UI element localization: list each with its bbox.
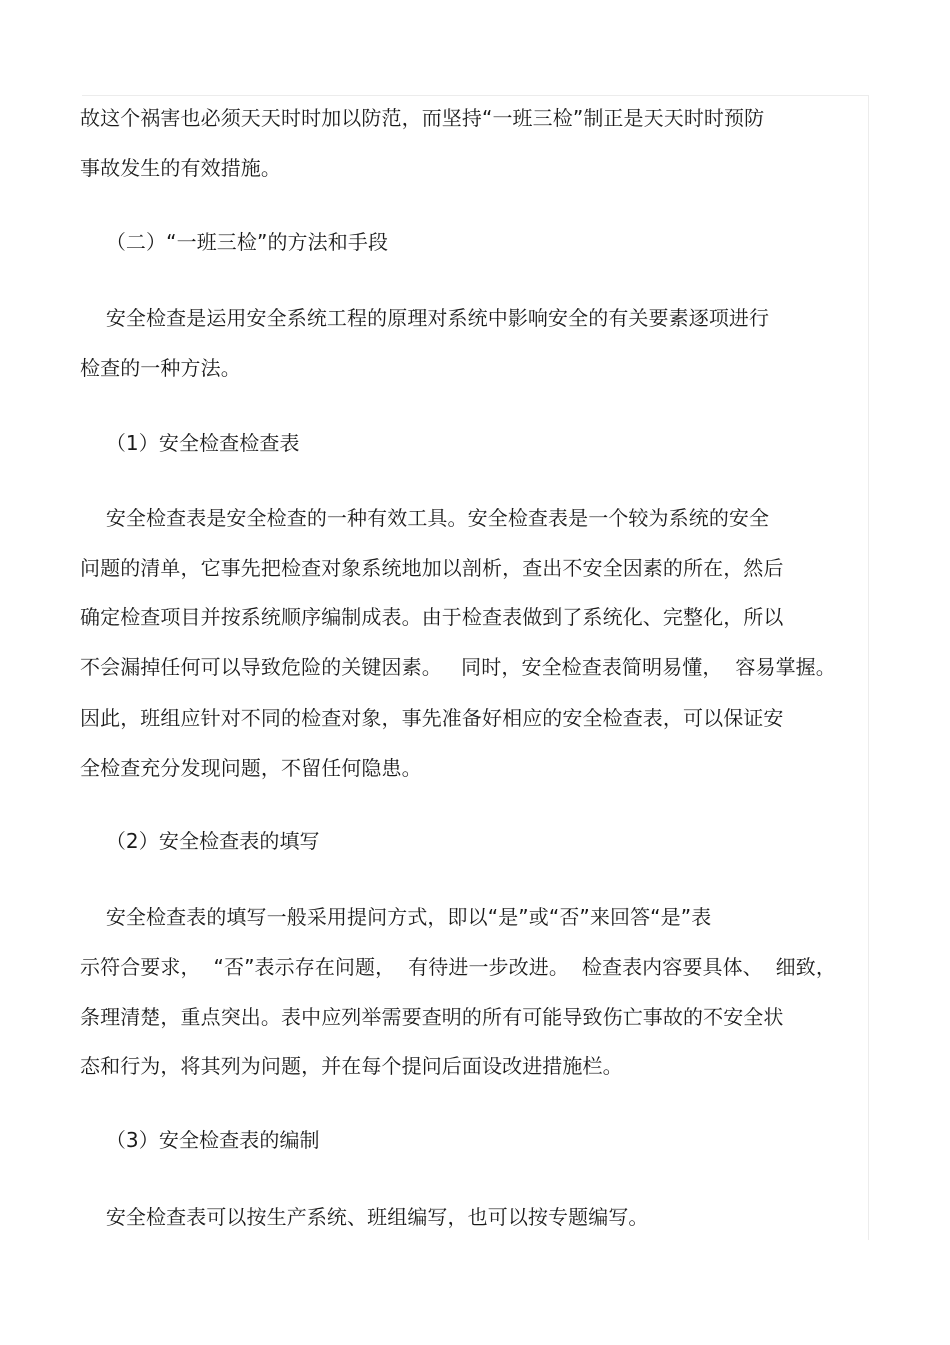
subsection-heading: （3）安全检查表的编制 bbox=[80, 1128, 320, 1152]
page-border-right bbox=[868, 95, 869, 1240]
paragraph-line: 不会漏掉任何可以导致危险的关键因素。 同时，安全检查表简明易懂， 容易掌握。 bbox=[80, 655, 836, 679]
paragraph-line: 检查的一种方法。 bbox=[80, 356, 241, 380]
paragraph-line: 事故发生的有效措施。 bbox=[80, 156, 281, 180]
paragraph-line: 安全检查是运用安全系统工程的原理对系统中影响安全的有关要素逐项进行 bbox=[80, 306, 770, 330]
paragraph-line: 安全检查表的填写一般采用提问方式，即以“是”或“否”来回答“是”表 bbox=[80, 905, 712, 929]
paragraph-line: 态和行为，将其列为问题，并在每个提问后面设改进措施栏。 bbox=[80, 1054, 623, 1078]
paragraph-line: 因此，班组应针对不同的检查对象，事先准备好相应的安全检查表，可以保证安 bbox=[80, 706, 784, 730]
paragraph-line: 条理清楚，重点突出。表中应列举需要查明的所有可能导致伤亡事故的不安全状 bbox=[80, 1005, 784, 1029]
subsection-heading: （2）安全检查表的填写 bbox=[80, 829, 320, 853]
section-heading: （二）“一班三检”的方法和手段 bbox=[80, 230, 389, 254]
paragraph-line: 问题的清单，它事先把检查对象系统地加以剖析，查出不安全因素的所在，然后 bbox=[80, 556, 784, 580]
paragraph-line: 确定检查项目并按系统顺序编制成表。由于检查表做到了系统化、完整化，所以 bbox=[80, 605, 784, 629]
paragraph-line: 全检查充分发现问题，不留任何隐患。 bbox=[80, 756, 422, 780]
paragraph-line: 安全检查表是安全检查的一种有效工具。安全检查表是一个较为系统的安全 bbox=[80, 506, 770, 530]
subsection-heading: （1）安全检查检查表 bbox=[80, 431, 300, 455]
page-border-top bbox=[82, 95, 868, 96]
paragraph-line: 故这个祸害也必须天天时时加以防范，而坚持“一班三检”制正是天天时时预防 bbox=[80, 106, 765, 130]
paragraph-line: 示符合要求， “否”表示存在问题， 有待进一步改进。 检查表内容要具体、 细致， bbox=[80, 955, 836, 979]
paragraph-line: 安全检查表可以按生产系统、班组编写，也可以按专题编写。 bbox=[80, 1205, 649, 1229]
